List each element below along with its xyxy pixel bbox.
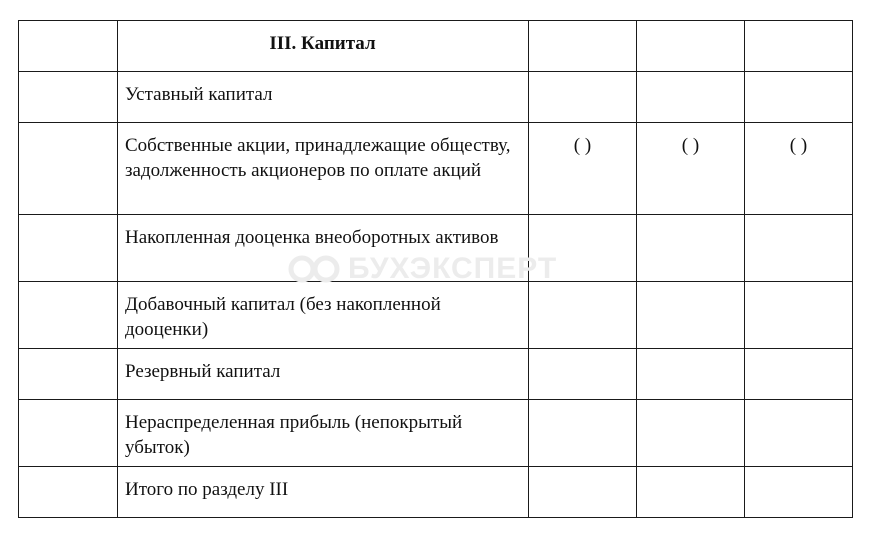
code-cell bbox=[19, 282, 118, 349]
code-cell bbox=[19, 349, 118, 400]
value-cell-period-1 bbox=[529, 215, 637, 282]
value-cell-period-1 bbox=[529, 400, 637, 467]
table-row bbox=[19, 123, 853, 215]
watermark-text: БУХЭКСПЕРТ bbox=[348, 252, 558, 285]
line-item-name: Накопленная дооценка внеоборотных активов bbox=[118, 215, 529, 282]
value-cell-period-2 bbox=[637, 215, 745, 282]
value-cell-period-3 bbox=[745, 21, 853, 72]
value-cell-period-3 bbox=[745, 72, 853, 123]
table-row bbox=[19, 72, 853, 123]
value-cell-period-2 bbox=[637, 349, 745, 400]
section-title: III. Капитал bbox=[269, 33, 376, 54]
section-title-cell bbox=[118, 21, 529, 72]
value-cell-period-2 bbox=[637, 400, 745, 467]
table-row bbox=[19, 400, 853, 467]
value-cell-period-1 bbox=[529, 467, 637, 518]
value-cell-period-1 bbox=[529, 282, 637, 349]
value-cell-period-2 bbox=[637, 282, 745, 349]
line-item-name: Добавочный капитал (без накопленной дооценки) bbox=[118, 282, 529, 349]
code-cell bbox=[19, 215, 118, 282]
table-row bbox=[19, 282, 853, 349]
code-cell bbox=[19, 21, 118, 72]
value-cell-period-3 bbox=[745, 215, 853, 282]
value-cell-period-2 bbox=[637, 72, 745, 123]
value-cell-period-3 bbox=[745, 349, 853, 400]
line-item-name: Итого по разделу III bbox=[118, 467, 529, 518]
value-cell-period-2 bbox=[637, 467, 745, 518]
value-cell-period-1 bbox=[529, 349, 637, 400]
value-cell-period-3: ( ) bbox=[745, 123, 853, 215]
table-row bbox=[19, 349, 853, 400]
value-cell-period-3 bbox=[745, 400, 853, 467]
value-cell-period-2: ( ) bbox=[637, 123, 745, 215]
code-cell bbox=[19, 123, 118, 215]
table-header-row bbox=[19, 21, 853, 72]
line-item-name: Нераспределенная прибыль (непокрытый убыток) bbox=[118, 400, 529, 467]
capital-table bbox=[18, 20, 853, 518]
table-row bbox=[19, 467, 853, 518]
code-cell bbox=[19, 72, 118, 123]
value-cell-period-3 bbox=[745, 467, 853, 518]
value-cell-period-3 bbox=[745, 282, 853, 349]
code-cell bbox=[19, 467, 118, 518]
table-row bbox=[19, 215, 853, 282]
code-cell bbox=[19, 400, 118, 467]
line-item-name: Собственные акции, принадлежащие обществу, задолженность акционеров по оплате акций bbox=[118, 123, 529, 215]
balance-sheet-section bbox=[18, 20, 850, 518]
value-cell-period-1 bbox=[529, 72, 637, 123]
value-cell-period-2 bbox=[637, 21, 745, 72]
line-item-name: Резервный капитал bbox=[118, 349, 529, 400]
value-cell-period-1: ( ) bbox=[529, 123, 637, 215]
value-cell-period-1 bbox=[529, 21, 637, 72]
line-item-name: Уставный капитал bbox=[118, 72, 529, 123]
